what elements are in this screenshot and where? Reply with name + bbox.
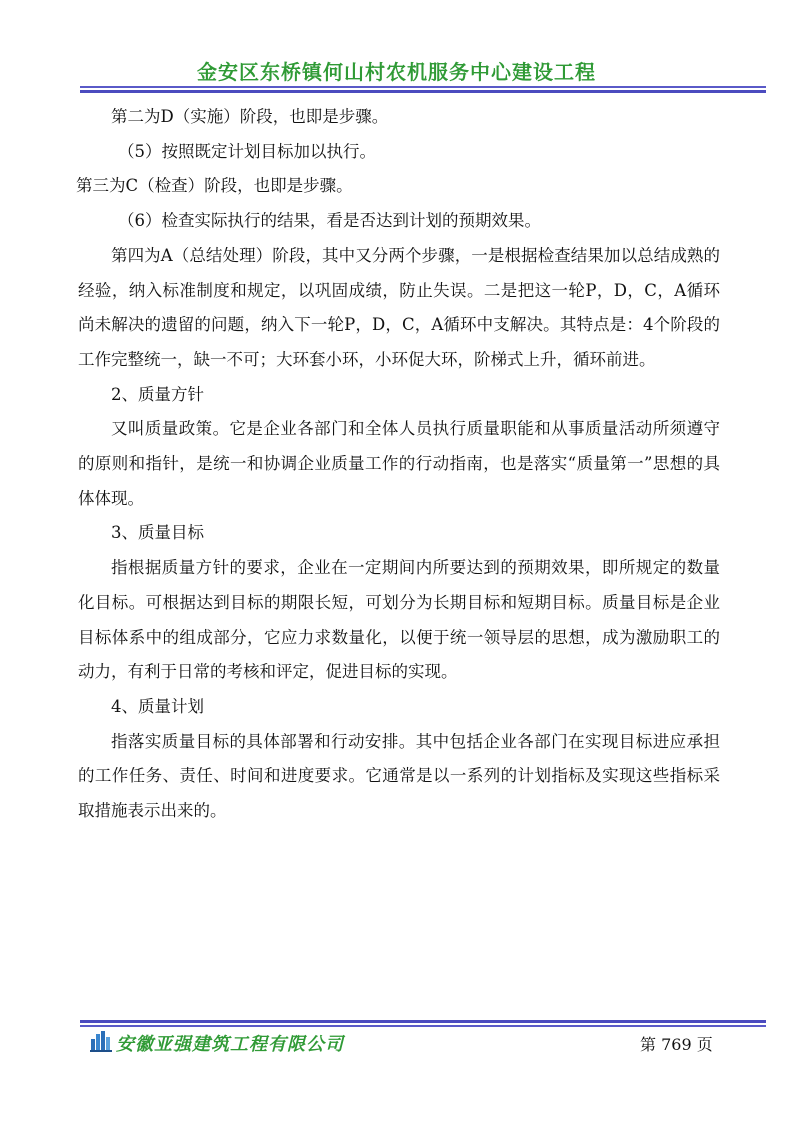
- paragraph: 第三为C（检查）阶段，也即是步骤。: [76, 176, 353, 196]
- header-rule-thick: [80, 90, 766, 93]
- paragraph: 指落实质量目标的具体部署和行动安排。其中包括企业各部门在实现目标进应承担的工作任务、责任、时间和进度要求。它通常是以一系列的计划指标及实现这些指标采取措施表示出来的。: [78, 731, 720, 821]
- page-header-title: 金安区东桥镇何山村农机服务中心建设工程: [197, 60, 596, 84]
- paragraph: （6）检查实际执行的结果，看是否达到计划的预期效果。: [118, 211, 541, 231]
- building-logo-icon: [90, 1030, 112, 1056]
- section-heading: 4、质量计划: [111, 696, 204, 716]
- header-rule-thin: [80, 86, 766, 88]
- paragraph: 又叫质量政策。它是企业各部门和全体人员执行质量职能和从事质量活动所须遵守的原则和指针，是统一和协调企业质量工作的行动指南，也是落实“质量第一”思想的具体体现。: [78, 419, 720, 508]
- page-number: 第 769 页: [640, 1035, 713, 1054]
- section-heading: 3、质量目标: [111, 523, 204, 543]
- paragraph: 第四为A（总结处理）阶段，其中又分两个步骤，一是根据检查结果加以总结成熟的经验，纳入标准制度和规定，以巩固成绩，防止失误。二是把这一轮P，D，C，A循环尚未解决的遗留的问题，纳入下一轮P，D，C，A循环中支解决。其特点是：4个阶段的工作完整统一，缺一不可；大环套小环，小环促大环，阶梯式上升，循环前进。: [78, 245, 720, 369]
- paragraph: 第二为D（实施）阶段，也即是步骤。: [111, 107, 389, 126]
- section-heading: 2、质量方针: [111, 384, 204, 404]
- document-body: [78, 100, 720, 829]
- paragraph: （5）按照既定计划目标加以执行。: [118, 141, 376, 161]
- footer-rule-thick: [80, 1020, 766, 1023]
- footer-rule-thin: [80, 1025, 766, 1027]
- paragraph: 指根据质量方针的要求，企业在一定期间内所要达到的预期效果，即所规定的数量化目标。可根据达到目标的期限长短，可划分为长期目标和短期目标。质量目标是企业目标体系中的组成部分，它应力求数量化，以便于统一领导层的思想，成为激励职工的动力，有利于日常的考核和评定，促进目标的实现。: [78, 558, 720, 682]
- footer-company: [90, 1030, 344, 1056]
- footer-company-name: 安徽亚强建筑工程有限公司: [116, 1034, 344, 1055]
